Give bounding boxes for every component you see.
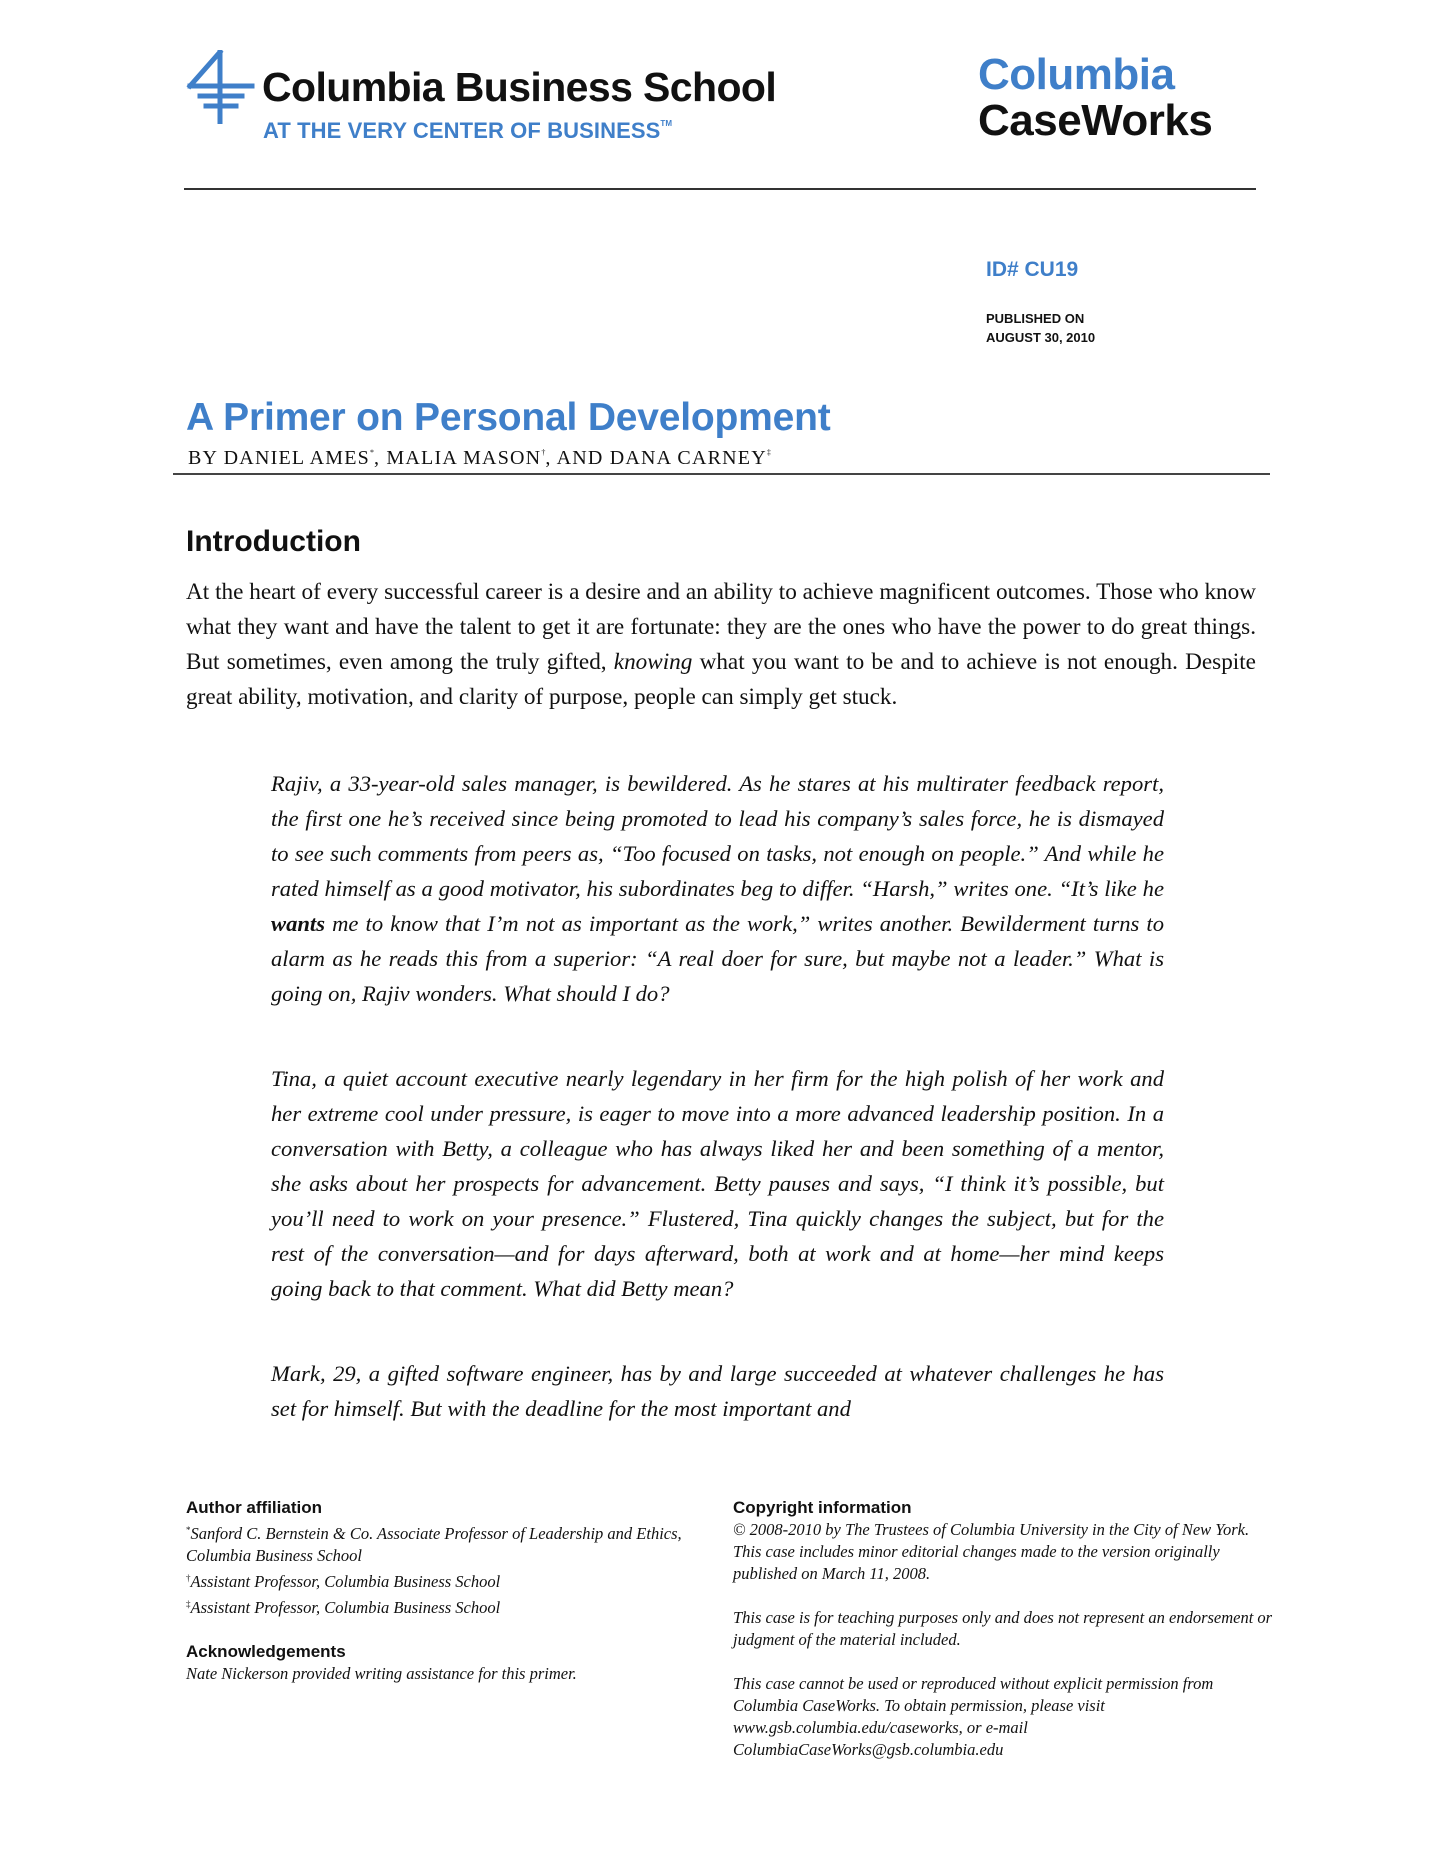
caseworks-line-1: Columbia xyxy=(978,50,1175,99)
title-divider xyxy=(173,473,1270,475)
header-divider xyxy=(184,188,1256,190)
copyright-heading: Copyright information xyxy=(733,1498,912,1517)
affiliation-entry: ‡Assistant Professor, Columbia Business School xyxy=(186,1598,501,1617)
footer-affiliation-column xyxy=(186,1497,726,1685)
school-tagline: AT THE VERY CENTER OF BUSINESS™ xyxy=(263,118,673,143)
published-label: PUBLISHED ON xyxy=(986,311,1085,326)
section-heading-introduction: Introduction xyxy=(186,525,361,558)
teaching-disclaimer: This case is for teaching purposes only and does not represent an endorsement or judgment of the material included. xyxy=(733,1608,1273,1649)
acknowledgements-text: Nate Nickerson provided writing assistance for this primer. xyxy=(186,1664,577,1683)
author-name: DANA CARNEY xyxy=(609,447,767,469)
case-id: ID# CU19 xyxy=(986,258,1079,281)
author-name: DANIEL AMES xyxy=(223,447,371,469)
school-name: Columbia Business School xyxy=(262,64,777,110)
vignette-rajiv: Rajiv, a 33-year-old sales manager, is bewildered. As he stares at his multirater feedback report, the first one he’s received since being promoted to lead his company’s sales force, he is dismayed to see such comments from peers as, “Too focused on tasks, not enough on people.” And while he rated himself as a good motivator, his subordinates beg to differ. “Harsh,” writes one. “It’s like he wants me to know that I’m not as important as the work,” writes another. Bewilderment turns to alarm as he reads this from a superior: “A real doer for sure, but maybe not a leader.” What is going on, Rajiv wonders. What should I do? xyxy=(271,771,1164,1006)
published-date: AUGUST 30, 2010 xyxy=(986,330,1096,345)
publication-info xyxy=(986,309,1095,347)
copyright-notice: © 2008-2010 by The Trustees of Columbia University in the City of New York. This case includes minor editorial changes made to the version originally published on March 11, 2008. xyxy=(733,1520,1250,1583)
vignette-mark: Mark, 29, a gifted software engineer, has by and large succeeded at whatever challenges he has set for himself. But with the deadline for the most important and xyxy=(271,1361,1164,1421)
document-title: A Primer on Personal Development xyxy=(186,396,831,439)
affiliation-entry: *Sanford C. Bernstein & Co. Associate Professor of Leadership and Ethics, Columbia Business School xyxy=(186,1524,682,1565)
intro-paragraph: At the heart of every successful career is a desire and an ability to achieve magnificent outcomes. Those who know what they want and have the talent to get it are fortunate: they are the ones who have the power to do great things. But sometimes, even among the truly gifted, knowing what you want to be and to achieve is not enough. Despite great ability, motivation, and clarity of purpose, people can simply get stuck. xyxy=(186,579,1256,710)
caseworks-url-link[interactable]: www.gsb.columbia.edu/caseworks xyxy=(733,1718,959,1737)
footer-copyright-column xyxy=(733,1497,1273,1761)
permission-notice: This case cannot be used or reproduced without explicit permission from Columbia CaseWorks. To obtain permission, please visit www.gsb.columbia.edu/caseworks, or e-mail ColumbiaCaseWorks@gsb.columbia.edu xyxy=(733,1674,1214,1759)
affiliation-entry: †Assistant Professor, Columbia Business School xyxy=(186,1572,501,1591)
columbia-crown-logo-icon xyxy=(186,50,256,124)
caseworks-line-2: CaseWorks xyxy=(978,96,1213,145)
affiliation-heading: Author affiliation xyxy=(186,1498,322,1517)
author-name: MALIA MASON xyxy=(386,447,542,469)
columbia-caseworks-logo xyxy=(978,52,1212,144)
columbia-business-school-logo xyxy=(186,50,786,150)
acknowledgements-heading: Acknowledgements xyxy=(186,1642,346,1661)
vignette-tina: Tina, a quiet account executive nearly legendary in her firm for the high polish of her work and her extreme cool under pressure, is eager to move into a more advanced leadership position. In a conversation with Betty, a colleague who has always liked her and been something of a mentor, she asks about her prospects for advancement. Betty pauses and says, “I think it’s possible, but you’ll need to work on your presence.” Flustered, Tina quickly changes the subject, but for the rest of the conversation—and for days afterward, both at work and at home—her mind keeps going back to that comment. What did Betty mean? xyxy=(271,1066,1164,1301)
caseworks-email-link[interactable]: ColumbiaCaseWorks@gsb.columbia.edu xyxy=(733,1740,1004,1759)
byline: BY DANIEL AMES*, MALIA MASON†, AND DANA CARNEY‡ xyxy=(188,447,771,469)
